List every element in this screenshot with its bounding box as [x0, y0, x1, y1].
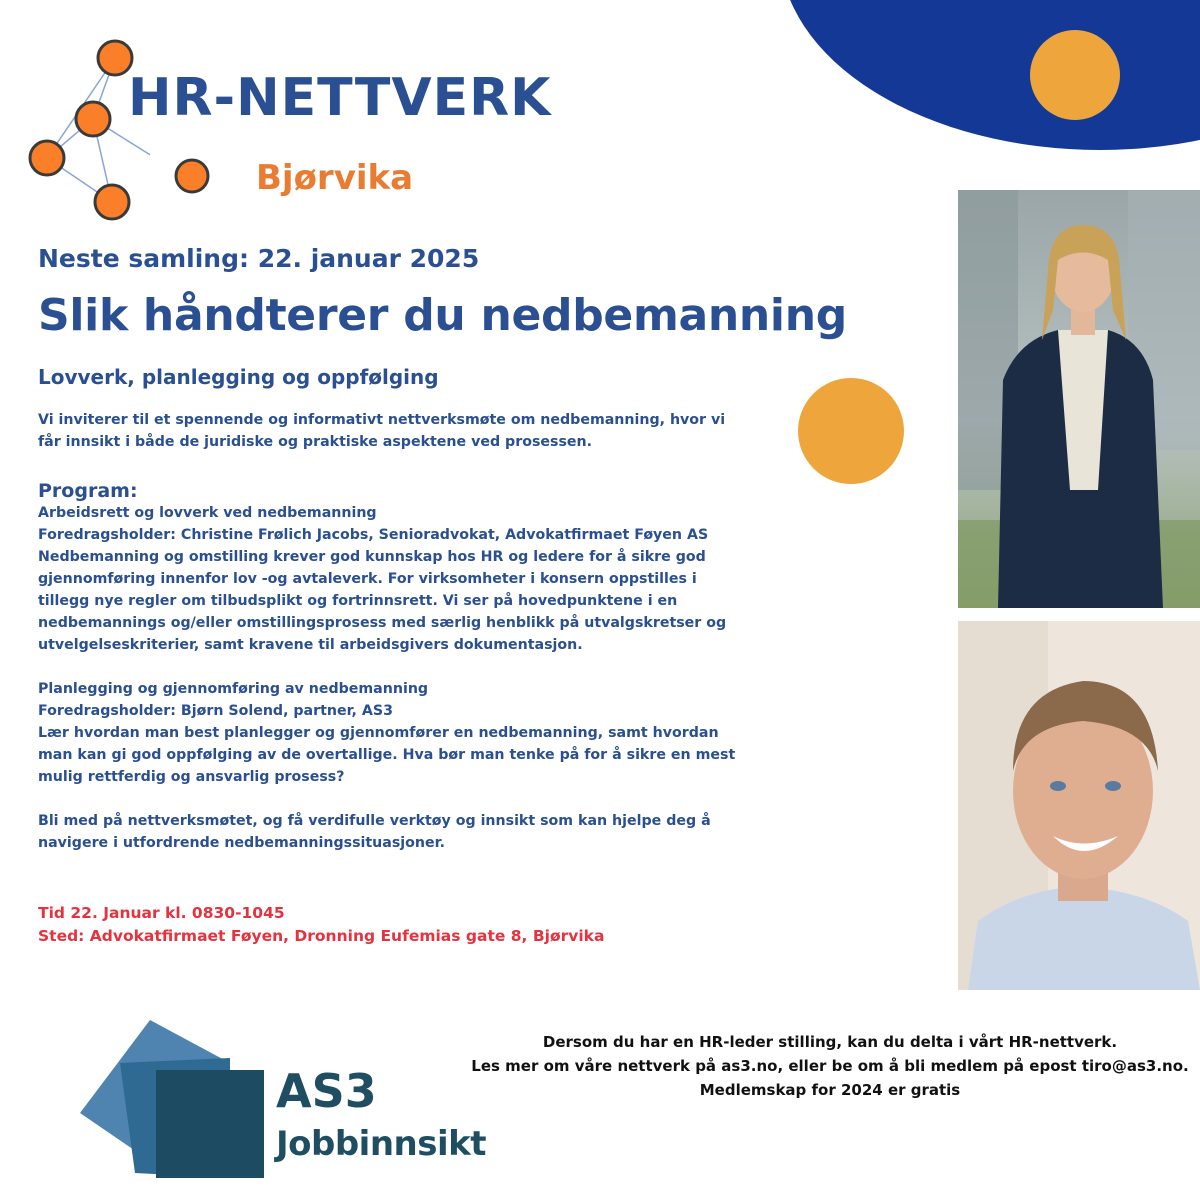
event-place: Sted: Advokatfirmaet Føyen, Dronning Eufemias gate 8, Bjørvika	[38, 927, 605, 945]
session2-line: man kan gi god oppfølging av de overtallige. Hva bør man tenke på for å sikre en mest	[38, 747, 736, 763]
session2-line: mulig rettferdig og ansvarlig prosess?	[38, 769, 345, 785]
intro-text	[38, 409, 798, 453]
session2-line: Lær hvordan man best planlegger og gjennomfører en nedbemanning, samt hvordan	[38, 725, 719, 741]
session1-line: Nedbemanning og omstilling krever god kunnskap hos HR og ledere for å sikre god	[38, 549, 706, 565]
decorative-orange-circle	[798, 378, 904, 484]
company-name: AS3	[276, 1064, 377, 1118]
session2-speaker: Foredragsholder: Bjørn Solend, partner, AS3	[38, 703, 393, 719]
footer-line: Dersom du har en HR-leder stilling, kan du delta i vårt HR-nettverk.	[542, 1033, 1118, 1051]
footer-line: Medlemskap for 2024 er gratis	[699, 1081, 961, 1099]
next-session-date: Neste samling: 22. januar 2025	[38, 244, 480, 273]
session1-line: utvelgelseskriterier, samt kravene til arbeidsgivers dokumentasjon.	[38, 637, 583, 653]
session2-title: Planlegging og gjennomføring av nedbemanning	[38, 681, 429, 697]
speaker-photo-bjorn	[958, 621, 1200, 990]
session1-title: Arbeidsrett og lovverk ved nedbemanning	[38, 505, 377, 521]
closing-text	[38, 810, 798, 854]
decorative-blue-shape	[780, 0, 1200, 150]
decorative-orange-circle	[1030, 30, 1120, 120]
as3-logo-icon	[80, 1018, 265, 1178]
intro-line: får innsikt i både de juridiske og praktiske aspektene ved prosessen.	[38, 434, 593, 450]
session1-speaker: Foredragsholder: Christine Frølich Jacobs, Senioradvokat, Advokatfirmaet Føyen AS	[38, 527, 709, 543]
company-tagline: Jobbinnsikt	[276, 1124, 487, 1164]
speaker-photo-christine	[958, 190, 1200, 608]
event-subtitle: Lovverk, planlegging og oppfølging	[38, 365, 439, 389]
intro-line: Vi inviterer til et spennende og informativt nettverksmøte om nedbemanning, hvor vi	[38, 412, 726, 428]
event-time: Tid 22. Januar kl. 0830-1045	[38, 904, 285, 922]
brand-title: HR-NETTVERK	[128, 68, 552, 128]
closing-line: navigere i utfordrende nedbemanningssituasjoner.	[38, 835, 445, 851]
event-title: Slik håndterer du nedbemanning	[38, 290, 847, 341]
membership-info	[460, 1030, 1200, 1102]
closing-line: Bli med på nettverksmøtet, og få verdifulle verktøy og innsikt som kan hjelpe deg å	[38, 813, 711, 829]
program-list	[38, 502, 808, 788]
session1-line: tillegg nye regler om tilbudsplikt og fortrinnsrett. Vi ser på hovedpunktene i en	[38, 593, 678, 609]
session1-line: gjennomføring innenfor lov -og avtaleverk. For virksomheter i konsern oppstilles i	[38, 571, 697, 587]
footer-line: Les mer om våre nettverk på as3.no, eller be om å bli medlem på epost tiro@as3.no.	[471, 1057, 1189, 1075]
session1-line: nedbemannings og/eller omstillingsprosess med særlig henblikk på utvalgskretser og	[38, 615, 727, 631]
program-heading: Program:	[38, 480, 138, 502]
brand-subtitle: Bjørvika	[256, 158, 414, 198]
network-node-icon	[172, 156, 212, 196]
